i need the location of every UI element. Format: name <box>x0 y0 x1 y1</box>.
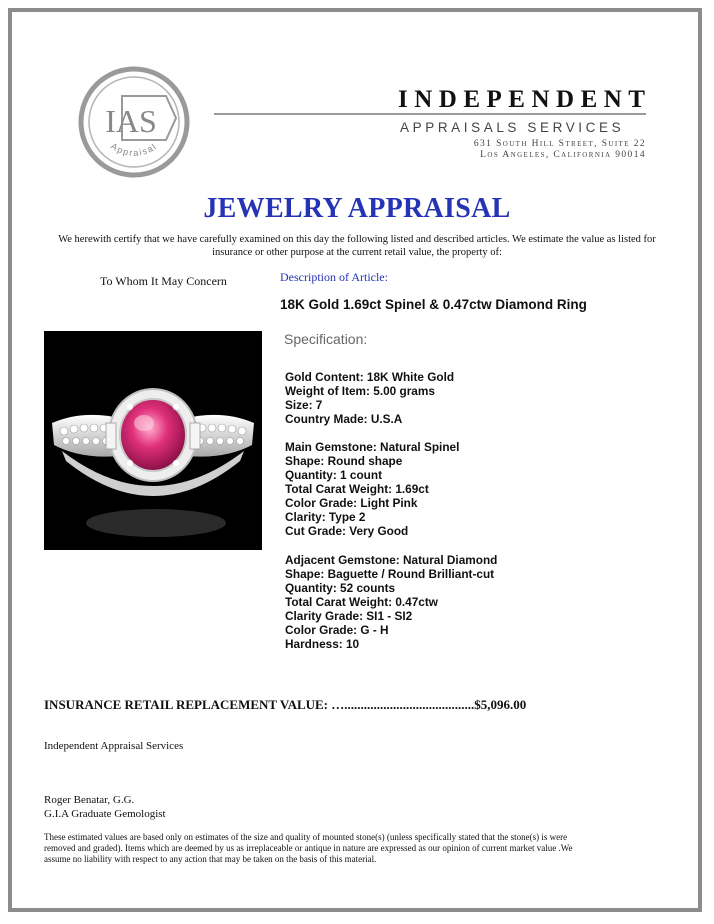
main-gem-spec-group <box>285 440 459 538</box>
disclaimer: These estimated values are based only on estimates of the size and quality of mounted stone(s) (unless specifically stated that the stone(s) is were removed and graded). Items which are deemed by us as irreplaceable or antique in nature are expressed as our opinion of current market value .We assume no liability with respect to any action that may be taken on the basis of this material. <box>44 832 573 864</box>
metal-spec-group <box>285 370 454 426</box>
address-line-2: Los Angeles, California 90014 <box>480 150 646 160</box>
spec-line: Quantity: 52 counts <box>285 581 396 595</box>
recipient: To Whom It May Concern <box>100 274 227 288</box>
ias-logo <box>78 66 190 178</box>
spec-line: Size: 7 <box>285 398 323 412</box>
replacement-value: INSURANCE RETAIL REPLACEMENT VALUE: …........................................$5,096.00 <box>44 697 527 712</box>
spec-line: Clarity Grade: SI1 - SI2 <box>285 609 413 623</box>
spec-line: Main Gemstone: Natural Spinel <box>285 440 460 454</box>
ring-photo <box>44 331 262 550</box>
spec-line: Quantity: 1 count <box>285 468 382 482</box>
signer-title: G.I.A Graduate Gemologist <box>44 808 166 820</box>
spec-line: Gold Content: 18K White Gold <box>285 370 455 384</box>
spec-line: Shape: Baguette / Round Brilliant-cut <box>285 567 495 581</box>
spec-line: Color Grade: G - H <box>285 623 389 637</box>
specification-heading: Specification: <box>284 331 368 347</box>
svg-text:Appraisal <box>109 141 159 158</box>
signer-name: Roger Benatar, G.G. <box>44 794 135 806</box>
spec-line: Clarity: Type 2 <box>285 510 366 524</box>
company-name: INDEPENDENT <box>398 86 652 113</box>
spec-line: Shape: Round shape <box>285 454 403 468</box>
company-subtitle: APPRAISALS SERVICES <box>400 120 625 135</box>
footer-company: Independent Appraisal Services <box>44 740 184 752</box>
address-line-1: 631 South Hill Street, Suite 22 <box>473 139 646 149</box>
spec-line: Weight of Item: 5.00 grams <box>285 384 435 398</box>
header-rule <box>214 113 646 115</box>
adjacent-gem-spec-group <box>285 553 497 651</box>
spec-line: Country Made: U.S.A <box>285 412 403 426</box>
document-title: JEWELRY APPRAISAL <box>203 193 511 224</box>
logo-letters: IAS <box>105 103 157 139</box>
certify-statement: We herewith certify that we have carefully examined on this day the following listed and described articles. We estimate the value as listed for insurance or other purpose at the current retail value, the property of: <box>58 234 656 258</box>
description-label: Description of Article: <box>280 270 388 284</box>
logo-ring-text: Appraisal <box>109 140 159 158</box>
spec-line: Cut Grade: Very Good <box>285 524 409 538</box>
spec-line: Total Carat Weight: 0.47ctw <box>285 595 438 609</box>
spec-line: Color Grade: Light Pink <box>285 496 418 510</box>
spec-line: Adjacent Gemstone: Natural Diamond <box>285 553 498 567</box>
spec-line: Total Carat Weight: 1.69ct <box>285 482 429 496</box>
item-title: 18K Gold 1.69ct Spinel & 0.47ctw Diamond Ring <box>280 297 587 312</box>
spec-line: Hardness: 10 <box>285 637 360 651</box>
